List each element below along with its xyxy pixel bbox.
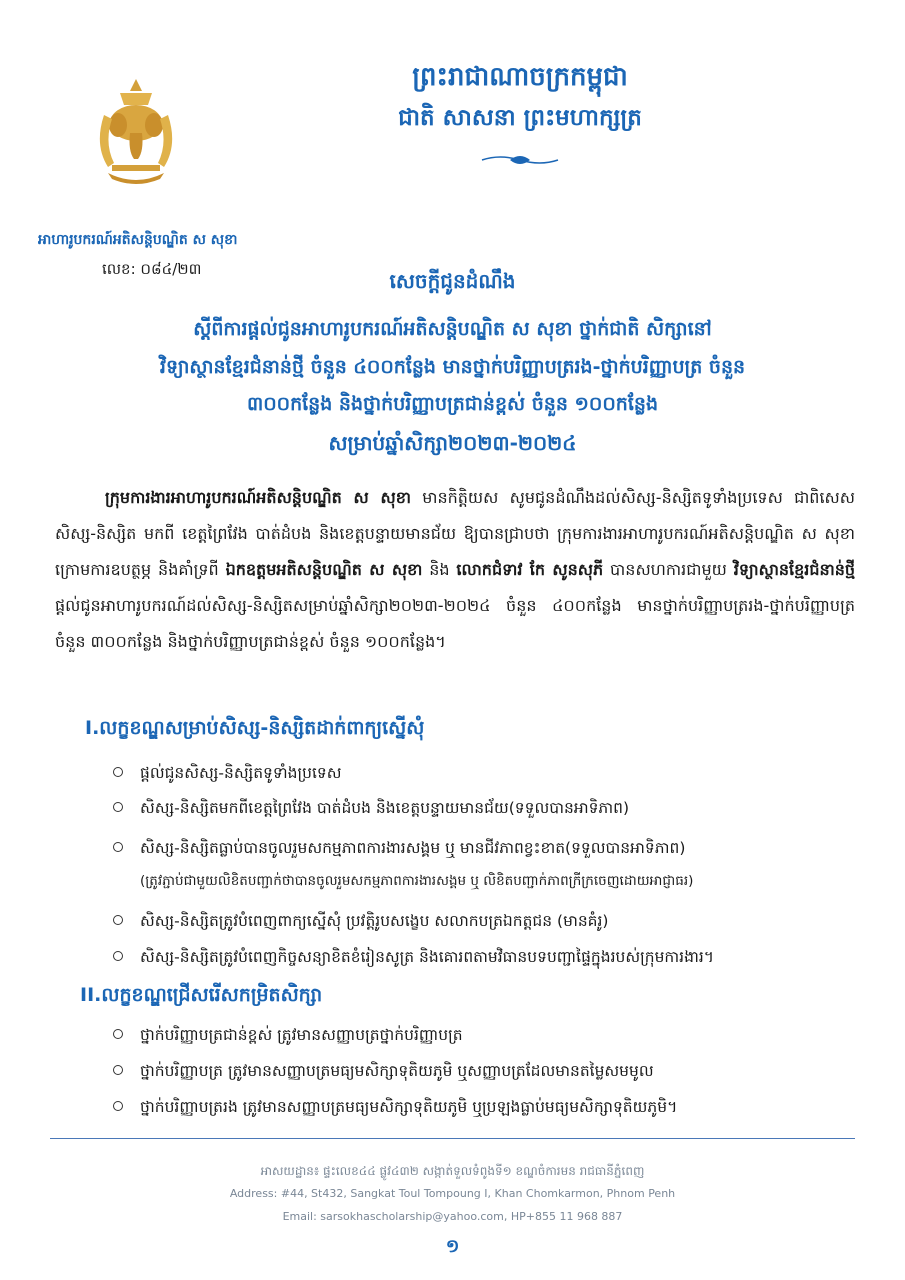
co-sponsor-name: លោកជំទាវ កែ សូនសុភី — [456, 560, 604, 579]
circle-bullet-icon — [113, 842, 123, 852]
circle-bullet-icon — [113, 1101, 123, 1111]
para-text-3: បានសហការជាមួយ — [603, 560, 734, 579]
list-item-text: សិស្ស-និស្សិតត្រូវបំពេញពាក្យស្នើសុំ ប្រវត្តិរូបសង្ខេប សលាកបត្រឯកត្តជន (មានគំរូ) — [140, 912, 609, 930]
para-text-1: មានកិត្តិយស សូមជូនដំណឹងដល់សិស្ស-និស្សិតទូទាំងប្រទេស ជាពិសេសសិស្ស-និស្សិត មកពី ខេត្តព្រៃវែង បាត់ដំបង និងខេត្តបន្ទាយមានជ័យ ឱ្យបានជ្រាបថា ក្រុមការងារអាហារូបករណ៍អតិសន្តិបណ្ឌិត ស សុខា ក្រោមការឧបត្ថម្ភ និងគាំទ្រពី — [55, 488, 856, 579]
national-motto: ជាតិ សាសនា ព្រះមហាក្សត្រ — [398, 105, 642, 131]
intro-paragraph — [55, 480, 855, 660]
page-number: ១ — [445, 1236, 460, 1257]
footer-contact: Email: sarsokhascholarship@yahoo.com, HP+855 11 968 887 — [282, 1210, 623, 1223]
circle-bullet-icon — [113, 1029, 123, 1039]
royal-emblem-logo — [90, 75, 182, 187]
attachment-note: (ត្រូវភ្ជាប់ជាមួយលិខិតបញ្ជាក់ថាបានចូលរួមសកម្មភាពការងារសង្គម ឬ លិខិតបញ្ជាក់ភាពក្រីក្រចេញដោយអាជ្ញាធរ) — [140, 873, 694, 889]
list-item-text: ថ្នាក់បរិញ្ញាបត្ររង ត្រូវមានសញ្ញាបត្រមធ្យមសិក្សាទុតិយភូមិ ឬប្រឡងធ្លាប់មធ្យមសិក្សាទុតិយភូមិ។ — [140, 1098, 678, 1116]
footer-divider — [50, 1138, 855, 1139]
list-item-text: ថ្នាក់បរិញ្ញាបត្រជាន់ខ្ពស់ ត្រូវមានសញ្ញាបត្រថ្នាក់បរិញ្ញាបត្រ — [140, 1026, 463, 1044]
footer-address-khmer: អាសយដ្ឋាន៖ ផ្ទះលេខ៤៤ ផ្លូវ៤៣២ សង្កាត់ទួលទំពូងទី១ ខណ្ឌចំការមន រាជធានីភ្នំពេញ — [260, 1164, 645, 1178]
kingdom-heading: ព្រះរាជាណាចក្រកម្ពុជា — [412, 62, 628, 92]
academic-year-line: សម្រាប់ឆ្នាំសិក្សា២០២៣-២០២៤ — [328, 431, 577, 455]
circle-bullet-icon — [113, 802, 123, 812]
section-2-heading: II.លក្ខខណ្ឌជ្រើសរើសកម្រិតសិក្សា — [80, 984, 323, 1006]
sponsor-name: ឯកឧត្តមអតិសន្តិបណ្ឌិត ស សុខា — [225, 560, 423, 579]
section-1-heading: I.លក្ខខណ្ឌសម្រាប់សិស្ស-និស្សិតដាក់ពាក្យស្នើសុំ — [85, 717, 425, 739]
list-item-text: សិស្ស-និស្សិតត្រូវបំពេញកិច្ចសន្យាខិតខំរៀនសូត្រ និងគោរពតាមវិធានបទបញ្ជាផ្ទៃក្នុងរបស់ក្រុមការងារ។ — [140, 948, 714, 966]
subject-line-3: ៣០០កន្លែង និងថ្នាក់បរិញ្ញាបត្រជាន់ខ្ពស់ ចំនួន ១០០កន្លែង — [246, 393, 659, 415]
para-text-4: ផ្តល់ជូនអាហារូបករណ៍ដល់សិស្ស-និស្សិតសម្រាប់ឆ្នាំសិក្សា២០២៣-២០២៤ ចំនួន ៤០០កន្លែង មានថ្នាក់បរិញ្ញាបត្ររង-ថ្នាក់បរិញ្ញាបត្រ ចំនួន ៣០០កន្លែង និងថ្នាក់បរិញ្ញាបត្រជាន់ខ្ពស់ ចំនួន ១០០កន្លែង។ — [55, 596, 855, 651]
institute-name: វិទ្យាស្ថានខ្មែរជំនាន់ថ្មី — [733, 560, 856, 579]
circle-bullet-icon — [113, 915, 123, 925]
notice-title: សេចក្តីជូនដំណឹង — [389, 269, 516, 293]
organization-name: អាហារូបករណ៍អតិសន្តិបណ្ឌិត ស សុខា — [38, 232, 238, 248]
list-item-text: សិស្ស-និស្សិតមកពីខេត្តព្រៃវែង បាត់ដំបង និងខេត្តបន្ទាយមានជ័យ(ទទួលបានអាទិភាព) — [140, 799, 630, 817]
para-text-2: និង — [422, 560, 457, 579]
ornament-divider-icon — [480, 150, 560, 170]
team-name: ក្រុមការងារអាហារូបករណ៍អតិសន្តិបណ្ឌិត ស សុខា — [105, 488, 411, 507]
reference-number: លេខ: ០៨៤/២៣ — [102, 260, 202, 278]
list-item-text: សិស្ស-និស្សិតធ្លាប់បានចូលរួមសកម្មភាពការងារសង្គម ឬ មានជីវភាពខ្វះខាត(ទទួលបានអាទិភាព) — [140, 839, 686, 857]
circle-bullet-icon — [113, 767, 123, 777]
list-item-text: ផ្តល់ជូនសិស្ស-និស្សិតទូទាំងប្រទេស — [140, 764, 342, 782]
list-item-text: ថ្នាក់បរិញ្ញាបត្រ ត្រូវមានសញ្ញាបត្រមធ្យមសិក្សាទុតិយភូមិ ឬសញ្ញាបត្រដែលមានតម្លៃសមមូល — [140, 1062, 654, 1080]
circle-bullet-icon — [113, 951, 123, 961]
footer-address-english: Address: #44, St432, Sangkat Toul Tompoung I, Khan Chomkarmon, Phnom Penh — [229, 1187, 676, 1200]
subject-line-1: ស្តីពីការផ្តល់ជូនអាហារូបករណ៍អតិសន្តិបណ្ឌិត ស សុខា ថ្នាក់ជាតិ សិក្សានៅ — [193, 318, 712, 340]
circle-bullet-icon — [113, 1065, 123, 1075]
subject-line-2: វិទ្យាស្ថានខ្មែរជំនាន់ថ្មី ចំនួន ៤០០កន្លែង មានថ្នាក់បរិញ្ញាបត្ររង-ថ្នាក់បរិញ្ញាបត្រ ចំនួន — [159, 356, 746, 378]
